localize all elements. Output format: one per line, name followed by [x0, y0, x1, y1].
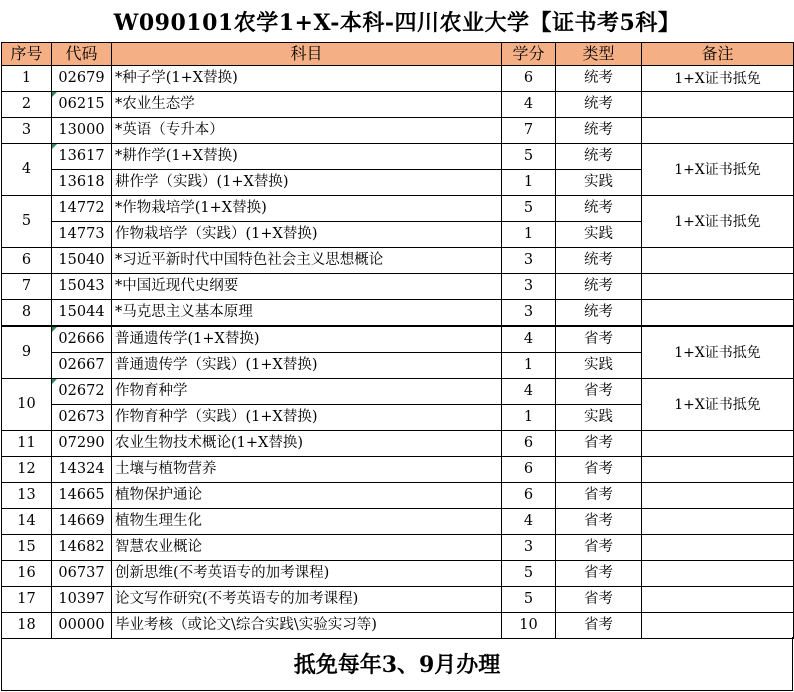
row-credit: 3: [502, 274, 556, 300]
row-note: 1+X证书抵免: [642, 196, 794, 248]
row-type: 实践: [556, 170, 642, 196]
row-seq: 2: [2, 92, 52, 118]
row-credit: 3: [502, 248, 556, 274]
row-note: 1+X证书抵免: [642, 66, 794, 92]
row-code: 06737: [52, 561, 112, 587]
header-subject: 科目: [112, 43, 502, 66]
row-type: 统考: [556, 300, 642, 327]
row-seq: 3: [2, 118, 52, 144]
row-seq: 18: [2, 613, 52, 639]
row-note: [642, 483, 794, 509]
row-type: 统考: [556, 92, 642, 118]
row-seq: 12: [2, 457, 52, 483]
row-code: 02673: [52, 405, 112, 431]
header-code: 代码: [52, 43, 112, 66]
table-row: [2, 379, 794, 405]
row-seq: 5: [2, 196, 52, 248]
row-type: 统考: [556, 144, 642, 170]
row-credit: 5: [502, 561, 556, 587]
row-credit: 6: [502, 483, 556, 509]
row-credit: 6: [502, 431, 556, 457]
row-code: 15044: [52, 300, 112, 327]
table-row: [2, 483, 794, 509]
row-subject: *习近平新时代中国特色社会主义思想概论: [112, 248, 502, 274]
row-type: 省考: [556, 483, 642, 509]
row-code: 13617: [52, 144, 112, 170]
row-subject: *作物栽培学(1+X替换): [112, 196, 502, 222]
course-table: [1, 42, 794, 639]
table-row: [2, 613, 794, 639]
row-type: 实践: [556, 353, 642, 379]
row-code: 15040: [52, 248, 112, 274]
table-row: [2, 196, 794, 222]
row-type: 统考: [556, 274, 642, 300]
row-seq: 8: [2, 300, 52, 327]
row-note: [642, 561, 794, 587]
row-seq: 11: [2, 431, 52, 457]
row-seq: 14: [2, 509, 52, 535]
row-subject: 植物保护通论: [112, 483, 502, 509]
row-subject: *种子学(1+X替换): [112, 66, 502, 92]
row-code: 02667: [52, 353, 112, 379]
table-row: [2, 144, 794, 170]
header-seq: 序号: [2, 43, 52, 66]
table-row: [2, 300, 794, 327]
table-row: [2, 431, 794, 457]
table-row: [2, 274, 794, 300]
row-seq: 4: [2, 144, 52, 196]
row-type: 实践: [556, 405, 642, 431]
row-code: 14773: [52, 222, 112, 248]
row-credit: 3: [502, 300, 556, 327]
row-seq: 10: [2, 379, 52, 431]
table-row: [2, 457, 794, 483]
row-credit: 1: [502, 353, 556, 379]
row-seq: 16: [2, 561, 52, 587]
table-header-row: [2, 43, 794, 66]
row-code: 02672: [52, 379, 112, 405]
row-seq: 6: [2, 248, 52, 274]
row-credit: 4: [502, 379, 556, 405]
row-subject: 农业生物技术概论(1+X替换): [112, 431, 502, 457]
row-code: 13618: [52, 170, 112, 196]
row-code: 14669: [52, 509, 112, 535]
row-code: 06215: [52, 92, 112, 118]
table-row: [2, 326, 794, 353]
table-row: [2, 587, 794, 613]
row-type: 省考: [556, 457, 642, 483]
table-row: [2, 248, 794, 274]
row-subject: *英语（专升本）: [112, 118, 502, 144]
row-seq: 1: [2, 66, 52, 92]
row-subject: *中国近现代史纲要: [112, 274, 502, 300]
row-note: 1+X证书抵免: [642, 144, 794, 196]
row-seq: 13: [2, 483, 52, 509]
header-note: 备注: [642, 43, 794, 66]
page-title: W090101农学1+X-本科-四川农业大学【证书考5科】: [113, 9, 681, 36]
row-subject: 耕作学（实践）(1+X替换): [112, 170, 502, 196]
row-subject: 作物育种学（实践）(1+X替换): [112, 405, 502, 431]
table-row: [2, 561, 794, 587]
row-subject: 创新思维(不考英语专的加考课程): [112, 561, 502, 587]
row-subject: 普通遗传学(1+X替换): [112, 326, 502, 353]
row-note: [642, 248, 794, 274]
row-type: 统考: [556, 248, 642, 274]
row-credit: 6: [502, 66, 556, 92]
row-code: 14682: [52, 535, 112, 561]
row-credit: 5: [502, 587, 556, 613]
table-row: [2, 66, 794, 92]
row-code: 13000: [52, 118, 112, 144]
row-note: [642, 274, 794, 300]
row-code: 02666: [52, 326, 112, 353]
row-type: 省考: [556, 561, 642, 587]
header-type: 类型: [556, 43, 642, 66]
row-type: 统考: [556, 196, 642, 222]
row-seq: 15: [2, 535, 52, 561]
row-subject: 智慧农业概论: [112, 535, 502, 561]
row-credit: 5: [502, 144, 556, 170]
row-code: 00000: [52, 613, 112, 639]
row-note: [642, 118, 794, 144]
row-subject: *耕作学(1+X替换): [112, 144, 502, 170]
row-credit: 6: [502, 457, 556, 483]
row-type: 实践: [556, 222, 642, 248]
row-credit: 10: [502, 613, 556, 639]
row-note: [642, 457, 794, 483]
row-code: 14772: [52, 196, 112, 222]
row-credit: 1: [502, 170, 556, 196]
row-note: 1+X证书抵免: [642, 326, 794, 379]
row-type: 统考: [556, 66, 642, 92]
row-note: [642, 431, 794, 457]
row-type: 省考: [556, 326, 642, 353]
row-credit: 4: [502, 509, 556, 535]
row-subject: 作物栽培学（实践）(1+X替换): [112, 222, 502, 248]
row-subject: *马克思主义基本原理: [112, 300, 502, 327]
row-credit: 7: [502, 118, 556, 144]
row-seq: 7: [2, 274, 52, 300]
row-note: [642, 535, 794, 561]
table-row: [2, 535, 794, 561]
row-subject: *农业生态学: [112, 92, 502, 118]
row-type: 省考: [556, 587, 642, 613]
row-type: 省考: [556, 613, 642, 639]
row-note: [642, 300, 794, 327]
row-note: [642, 92, 794, 118]
row-code: 14665: [52, 483, 112, 509]
row-code: 15043: [52, 274, 112, 300]
row-seq: 9: [2, 326, 52, 379]
row-credit: 1: [502, 222, 556, 248]
row-subject: 植物生理生化: [112, 509, 502, 535]
table-row: [2, 92, 794, 118]
row-code: 14324: [52, 457, 112, 483]
row-code: 02679: [52, 66, 112, 92]
row-note: 1+X证书抵免: [642, 379, 794, 431]
row-code: 10397: [52, 587, 112, 613]
row-type: 省考: [556, 535, 642, 561]
row-type: 省考: [556, 431, 642, 457]
row-credit: 1: [502, 405, 556, 431]
row-subject: 毕业考核（或论文\综合实践\实验实习等): [112, 613, 502, 639]
table-row: [2, 118, 794, 144]
row-type: 统考: [556, 118, 642, 144]
row-subject: 普通遗传学（实践）(1+X替换): [112, 353, 502, 379]
row-credit: 4: [502, 92, 556, 118]
row-credit: 4: [502, 326, 556, 353]
row-type: 省考: [556, 379, 642, 405]
row-subject: 作物育种学: [112, 379, 502, 405]
table-row: [2, 509, 794, 535]
row-seq: 17: [2, 587, 52, 613]
row-note: [642, 613, 794, 639]
row-credit: 3: [502, 535, 556, 561]
row-type: 省考: [556, 509, 642, 535]
row-credit: 5: [502, 196, 556, 222]
row-subject: 土壤与植物营养: [112, 457, 502, 483]
row-note: [642, 509, 794, 535]
header-credit: 学分: [502, 43, 556, 66]
row-subject: 论文写作研究(不考英语专的加考课程): [112, 587, 502, 613]
row-note: [642, 587, 794, 613]
row-code: 07290: [52, 431, 112, 457]
footer-notice: 抵免每年3、9月办理: [1, 637, 793, 691]
